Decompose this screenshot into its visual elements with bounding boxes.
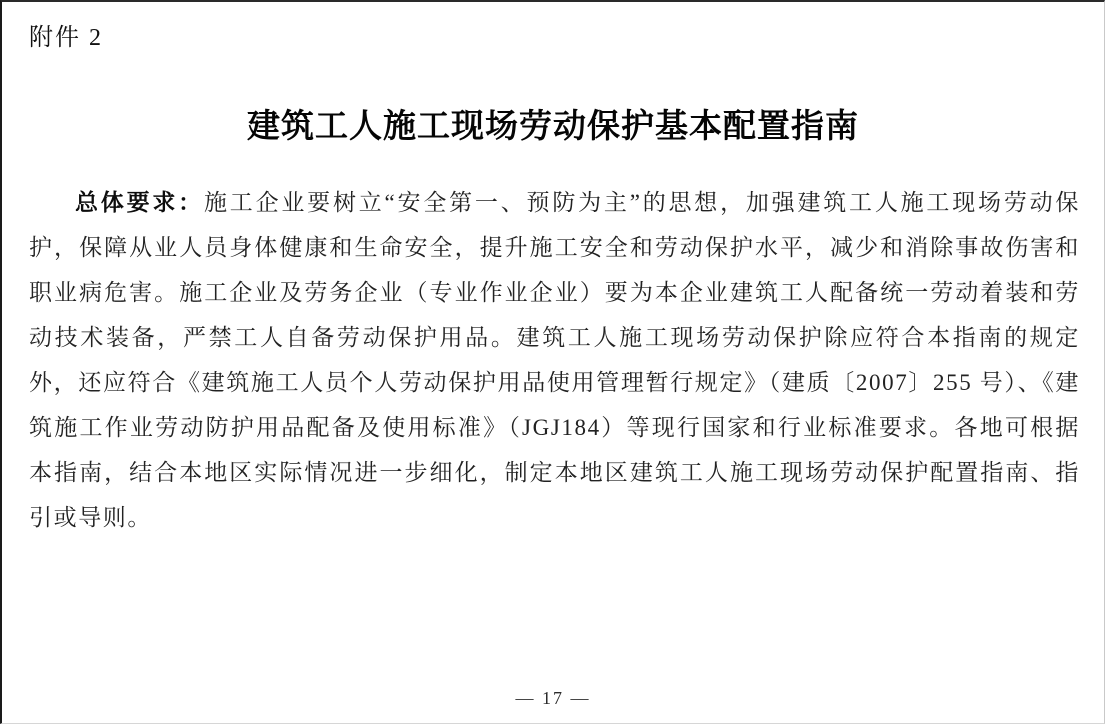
- page-number: — 17 —: [515, 688, 591, 708]
- page-footer: [2, 688, 1104, 709]
- paragraph-text: 施工企业要树立“安全第一、预防为主”的思想，加强建筑工人施工现场劳动保护，保障从业人员身体健康和生命安全，提升施工安全和劳动保护水平，减少和消除事故伤害和职业病危害。施工企业及劳务企业（专业作业企业）要为本企业建筑工人配备统一劳动着装和劳动技术装备，严禁工人自备劳动保护用品。建筑工人施工现场劳动保护除应符合本指南的规定外，还应符合《建筑施工人员个人劳动保护用品使用管理暂行规定》（建质〔2007〕255 号）、《建筑施工作业劳动防护用品配备及使用标准》（JGJ184）等现行国家和行业标准要求。各地可根据本指南，结合本地区实际情况进一步细化，制定本地区建筑工人施工现场劳动保护配置指南、指引或导则。: [29, 190, 1081, 530]
- attachment-label: 附件 2: [29, 25, 103, 51]
- document-title: 建筑工人施工现场劳动保护基本配置指南: [247, 109, 859, 145]
- body-paragraph: [29, 180, 1080, 540]
- paragraph-lead: 总体要求：: [75, 190, 204, 215]
